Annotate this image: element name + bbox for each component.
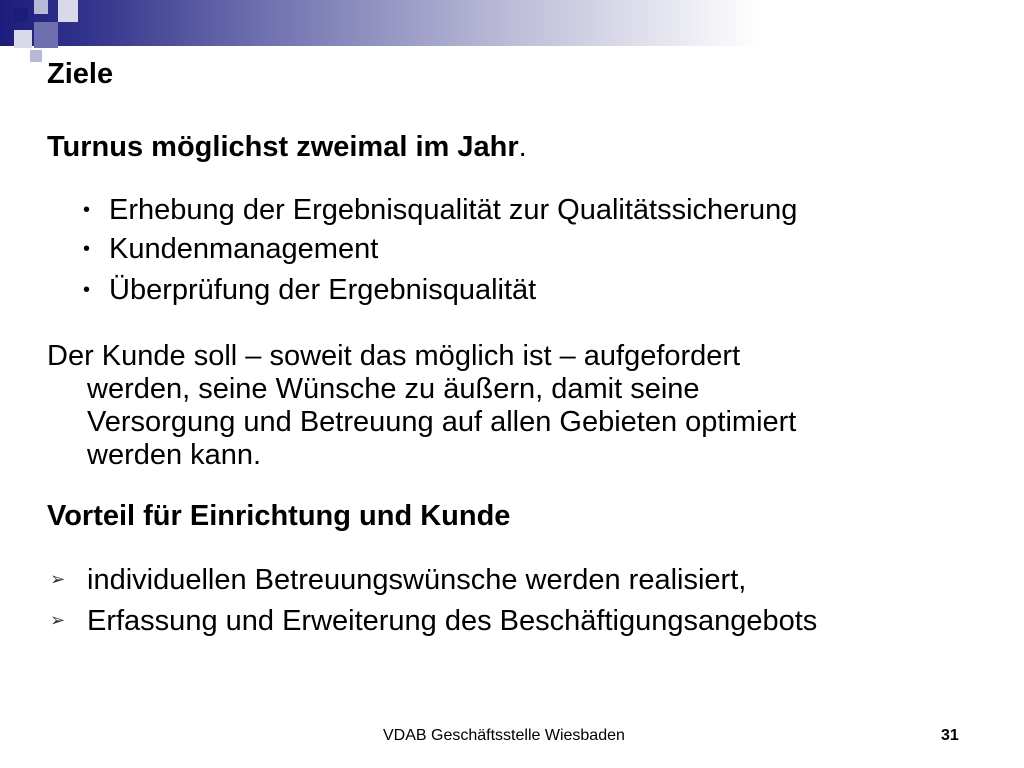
list-item-text: Kundenmanagement — [109, 233, 379, 265]
list-item-text: individuellen Betreuungswünsche werden realisiert, — [87, 564, 747, 596]
decor-square-icon — [14, 8, 28, 22]
bullet-dot-icon: • — [83, 199, 91, 221]
intro-line — [47, 130, 527, 164]
header-gradient-band — [0, 0, 1024, 46]
list-item-text: Erfassung und Erweiterung des Beschäftigungsangebots — [87, 605, 818, 637]
decor-square-icon — [58, 0, 78, 22]
paragraph-line: werden kann. — [87, 439, 262, 471]
page-number: 31 — [941, 727, 959, 744]
intro-text: Turnus möglichst zweimal im Jahr — [47, 131, 519, 163]
arrow-bullet-icon: ➢ — [50, 610, 66, 630]
paragraph-line: Versorgung und Betreuung auf allen Gebieten optimiert — [87, 406, 797, 438]
list-item — [83, 232, 378, 266]
paragraph-line: werden, seine Wünsche zu äußern, damit seine — [87, 373, 700, 405]
paragraph-line: Der Kunde soll – soweit das möglich ist – aufgefordert — [47, 340, 741, 372]
list-item — [50, 603, 817, 638]
arrow-bullet-icon: ➢ — [50, 569, 66, 589]
decor-square-icon — [34, 0, 48, 14]
list-item — [83, 193, 797, 227]
section-heading: Vorteil für Einrichtung und Kunde — [47, 500, 511, 532]
bullet-dot-icon: • — [83, 238, 91, 260]
decor-square-icon — [14, 30, 32, 48]
intro-period: . — [518, 131, 527, 163]
decor-square-icon — [34, 22, 58, 48]
list-item — [83, 273, 536, 307]
list-item — [50, 562, 746, 597]
decor-square-icon — [30, 50, 42, 62]
list-item-text: Erhebung der Ergebnisqualität zur Qualitätssicherung — [109, 194, 798, 226]
slide-title: Ziele — [47, 58, 114, 90]
list-item-text: Überprüfung der Ergebnisqualität — [109, 274, 537, 306]
bullet-dot-icon: • — [83, 279, 91, 301]
footer-text: VDAB Geschäftsstelle Wiesbaden — [383, 727, 625, 744]
